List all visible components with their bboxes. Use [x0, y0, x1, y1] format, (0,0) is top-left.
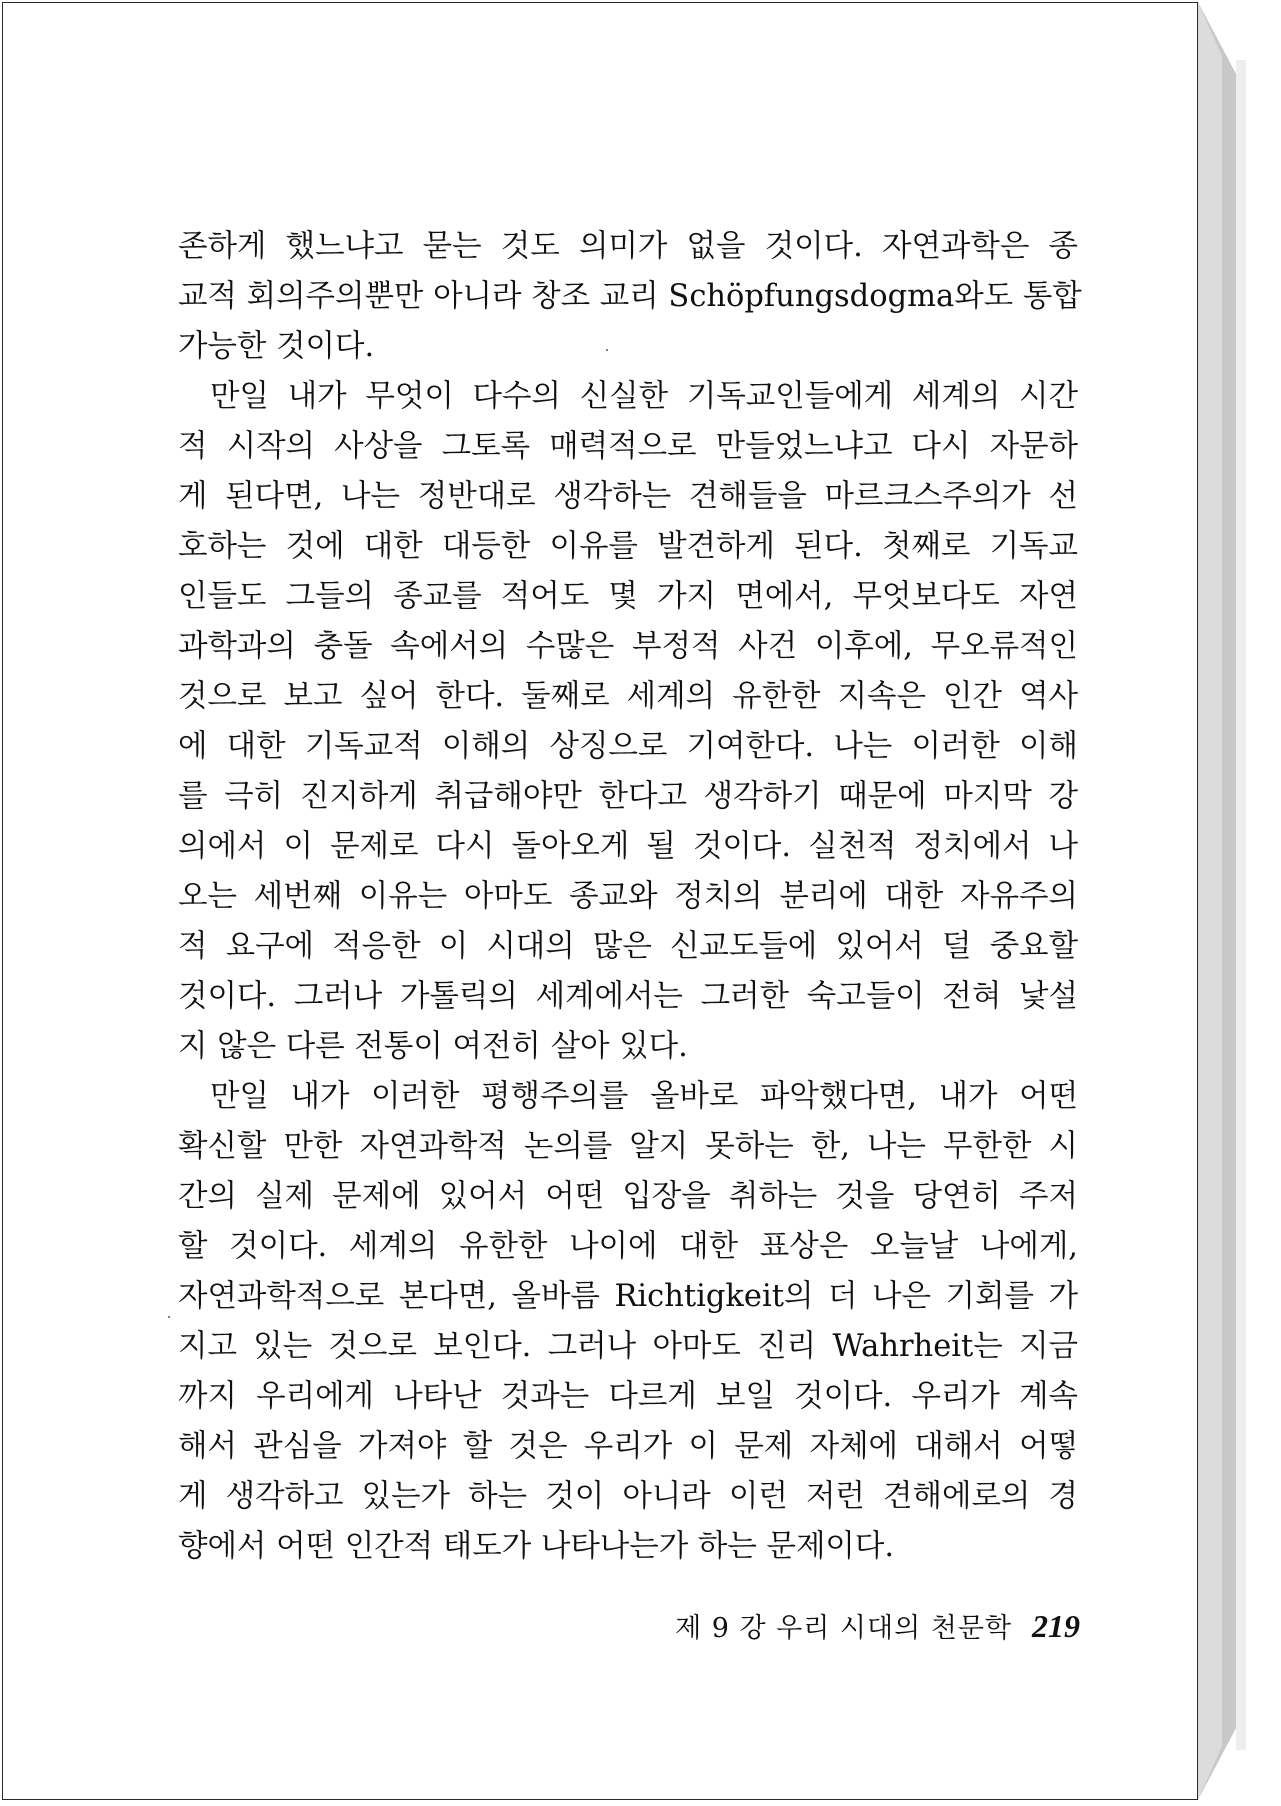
text-line: 인들도 그들의 종교를 적어도 몇 가지 면에서, 무엇보다도 자연 — [178, 579, 1078, 614]
page-stack-edge-inner — [1198, 2, 1222, 1800]
text-line: 할 것이다. 세계의 유한한 나이에 대한 표상은 오늘날 나에게, — [178, 1229, 1078, 1264]
text-line: 의에서 이 문제로 다시 돌아오게 될 것이다. 실천적 정치에서 나 — [178, 829, 1078, 864]
text-line: 오는 세번째 이유는 아마도 종교와 정치의 분리에 대한 자유주의 — [178, 879, 1078, 914]
text-line: 만일 내가 무엇이 다수의 신실한 기독교인들에게 세계의 시간 — [210, 379, 1078, 414]
text-line: 만일 내가 이러한 평행주의를 올바로 파악했다면, 내가 어떤 — [210, 1079, 1078, 1114]
text-line: 존하게 했느냐고 묻는 것도 의미가 없을 것이다. 자연과학은 종 — [178, 229, 1078, 264]
text-line: 게 생각하고 있는가 하는 것이 아니라 이런 저런 견해에로의 경 — [178, 1479, 1078, 1514]
body-text — [178, 222, 1082, 1572]
page-shadow — [1236, 60, 1246, 1750]
text-line: 게 된다면, 나는 정반대로 생각하는 견해들을 마르크스주의가 선 — [178, 479, 1078, 514]
text-line: 것이다. 그러나 가톨릭의 세계에서는 그러한 숙고들이 전혀 낯설 — [178, 979, 1078, 1014]
page-number: 219 — [1032, 1608, 1080, 1644]
text-line: 적 시작의 사상을 그토록 매력적으로 만들었느냐고 다시 자문하 — [178, 429, 1078, 464]
text-line: 향에서 어떤 인간적 태도가 나타나는가 하는 문제이다. — [178, 1529, 895, 1564]
text-line: 적 요구에 적응한 이 시대의 많은 신교도들에 있어서 덜 중요할 — [178, 929, 1078, 964]
text-line: 과학과의 충돌 속에서의 수많은 부정적 사건 이후에, 무오류적인 — [178, 629, 1078, 664]
chapter-title: 제 9 강 우리 시대의 천문학 — [675, 1613, 1012, 1644]
text-line: 가능한 것이다. — [178, 329, 375, 364]
text-line: 호하는 것에 대한 대등한 이유를 발견하게 된다. 첫째로 기독교 — [178, 529, 1078, 564]
text-line: 를 극히 진지하게 취급해야만 한다고 생각하기 때문에 마지막 강 — [178, 779, 1078, 814]
text-line: 간의 실제 문제에 있어서 어떤 입장을 취하는 것을 당연히 주저 — [178, 1179, 1078, 1214]
text-line: 지고 있는 것으로 보인다. 그러나 아마도 진리 Wahrheit는 지금 — [178, 1329, 1078, 1364]
text-line: 까지 우리에게 나타난 것과는 다르게 보일 것이다. 우리가 계속 — [178, 1379, 1078, 1414]
scan-speck — [168, 1316, 170, 1318]
text-line: 지 않은 다른 전통이 여전히 살아 있다. — [178, 1029, 688, 1064]
running-footer — [640, 1606, 1080, 1656]
text-line: 에 대한 기독교적 이해의 상징으로 기여한다. 나는 이러한 이해 — [178, 729, 1078, 764]
text-line: 것으로 보고 싶어 한다. 둘째로 세계의 유한한 지속은 인간 역사 — [178, 679, 1078, 714]
text-line: 교적 회의주의뿐만 아니라 창조 교리 Schöpfungsdogma와도 통합 — [178, 279, 1082, 314]
text-line: 확신할 만한 자연과학적 논의를 알지 못하는 한, 나는 무한한 시 — [178, 1129, 1078, 1164]
text-line: 자연과학적으로 본다면, 올바름 Richtigkeit의 더 나은 기회를 가 — [178, 1279, 1078, 1314]
text-line: 해서 관심을 가져야 할 것은 우리가 이 문제 자체에 대해서 어떻 — [178, 1429, 1078, 1464]
